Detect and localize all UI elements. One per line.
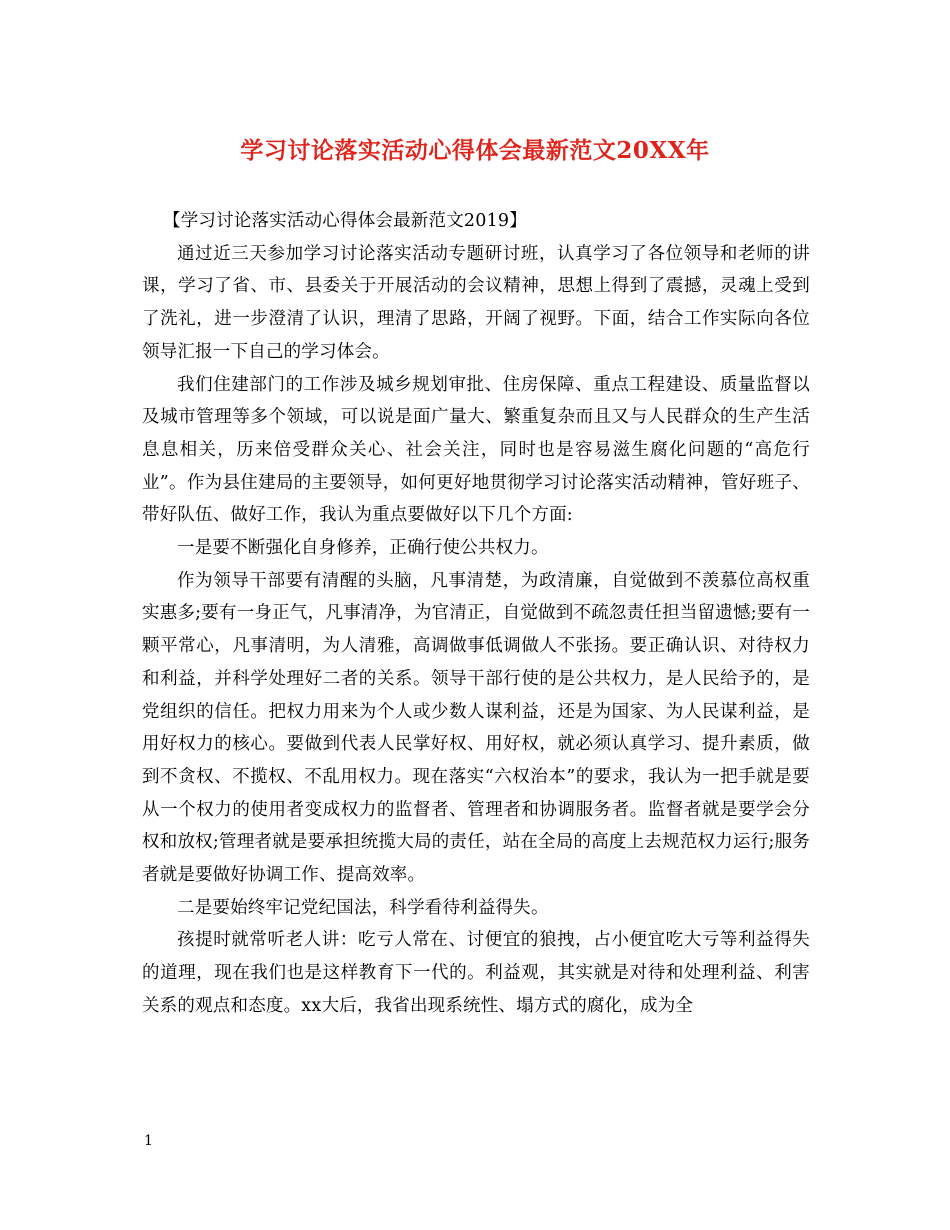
page-number: 1 — [144, 1133, 153, 1149]
section-heading-paragraph: 一是要不断强化自身修养，正确行使公共权力。 — [177, 538, 549, 559]
body-paragraph: 孩提时就常听老人讲：吃亏人常在、讨便宜的狼拽，占小便宜吃大亏等利益得失的道理，现在我们也是这样教育下一代的。利益观，其实就是对待和处理利益、利害关系的观点和态度。xx大后，我省出现系统性、塌方式的腐化，成为全 — [142, 930, 810, 1016]
body-paragraph: 通过近三天参加学习讨论落实活动专题研讨班，认真学习了各位领导和老师的讲课，学习了省、市、县委关于开展活动的会议精神，思想上得到了震撼，灵魂上受到了洗礼，进一步澄清了认识，理清了思路，开阔了视野。下面，结合工作实际向各位领导汇报一下自己的学习体会。 — [142, 243, 810, 362]
section-heading-paragraph: 二是要始终牢记党纪国法，科学看待利益得失。 — [177, 897, 549, 918]
body-paragraph: 我们住建部门的工作涉及城乡规划审批、住房保障、重点工程建设、质量监督以及城市管理等多个领域，可以说是面广量大、繁重复杂而且又与人民群众的生产生活息息相关，历来倍受群众关心、社会关注，同时也是容易滋生腐化问题的“高危行业”。作为县住建局的主要领导，如何更好地贯彻学习讨论落实活动精神，管好班子、带好队伍、做好工作，我认为重点要做好以下几个方面: — [142, 374, 810, 526]
body-paragraph: 作为领导干部要有清醒的头脑，凡事清楚，为政清廉，自觉做到不羡慕位高权重实惠多;要有一身正气，凡事清净，为官清正，自觉做到不疏忽责任担当留遗憾;要有一颗平常心，凡事清明，为人清雅，高调做事低调做人不张扬。要正确认识、对待权力和利益，并科学处理好二者的关系。领导干部行使的是公共权力，是人民给予的，是党组织的信任。把权力用来为个人或少数人谋利益，还是为国家、为人民谋利益，是用好权力的核心。要做到代表人民掌好权、用好权，就必须认真学习、提升素质，做到不贪权、不揽权、不乱用权力。现在落实“六权治本”的要求，我认为一把手就是要从一个权力的使用者变成权力的监督者、管理者和协调服务者。监督者就是要学会分权和放权;管理者就是要承担统揽大局的责任，站在全局的高度上去规范权力运行;服务者就是要做好协调工作、提高效率。 — [142, 570, 810, 886]
subtitle-paragraph: 【学习讨论落实活动心得体会最新范文2019】 — [163, 211, 527, 231]
document-body — [142, 205, 810, 1023]
document-title: 学习讨论落实活动心得体会最新范文20XX年 — [240, 137, 710, 164]
